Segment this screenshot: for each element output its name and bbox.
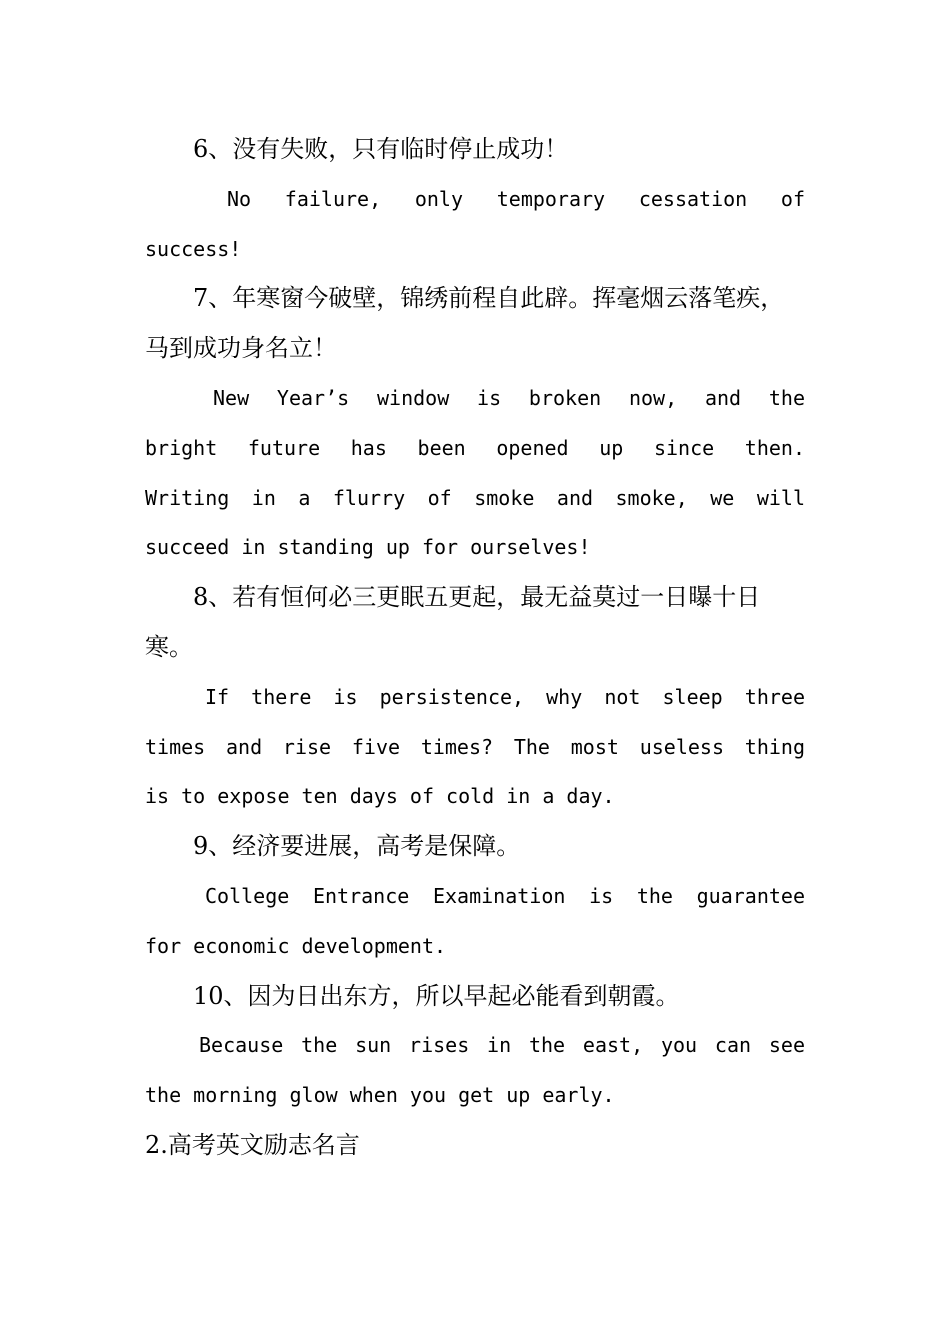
english-text-line: the morning glow when you get up early. <box>145 1083 615 1108</box>
chinese-text-line: 2.高考英文励志名言 <box>145 1130 360 1159</box>
english-text-line: If there is persistence, why not sleep three <box>205 684 805 709</box>
chinese-text-line: 6、没有失败，只有临时停止成功！ <box>193 135 569 163</box>
chinese-text-line: 8、若有恒何必三更眠五更起，最无益莫过一日曝十日 <box>193 583 761 612</box>
chinese-text-line: 寒。 <box>145 632 193 661</box>
english-text-line: No failure, only temporary cessation of <box>227 186 805 211</box>
english-text-line: Writing in a flurry of smoke and smoke, we will <box>145 485 805 510</box>
chinese-text-line: 10、因为日出东方，所以早起必能看到朝霞。 <box>193 981 680 1010</box>
english-text-line: College Entrance Examination is the guarantee <box>205 883 805 908</box>
english-text-line: Because the sun rises in the east, you can see <box>199 1033 805 1058</box>
english-text-line: for economic development. <box>145 933 447 958</box>
english-text-line: New Year’s window is broken now, and the <box>213 385 805 410</box>
document-body <box>145 125 805 1171</box>
english-text-line: success! <box>145 236 242 261</box>
english-text-line: succeed in standing up for ourselves! <box>145 535 591 560</box>
chinese-text-line: 7、年寒窗今破壁，锦绣前程自此辟。挥毫烟云落笔疾， <box>193 284 785 313</box>
chinese-text-line: 9、经济要进展，高考是保障。 <box>193 832 521 861</box>
english-text-line: is to expose ten days of cold in a day. <box>145 784 615 809</box>
chinese-text-line: 马到成功身名立！ <box>145 334 337 363</box>
english-text-line: times and rise five times? The most useless thing <box>145 734 805 759</box>
english-text-line: bright future has been opened up since then. <box>145 435 805 460</box>
